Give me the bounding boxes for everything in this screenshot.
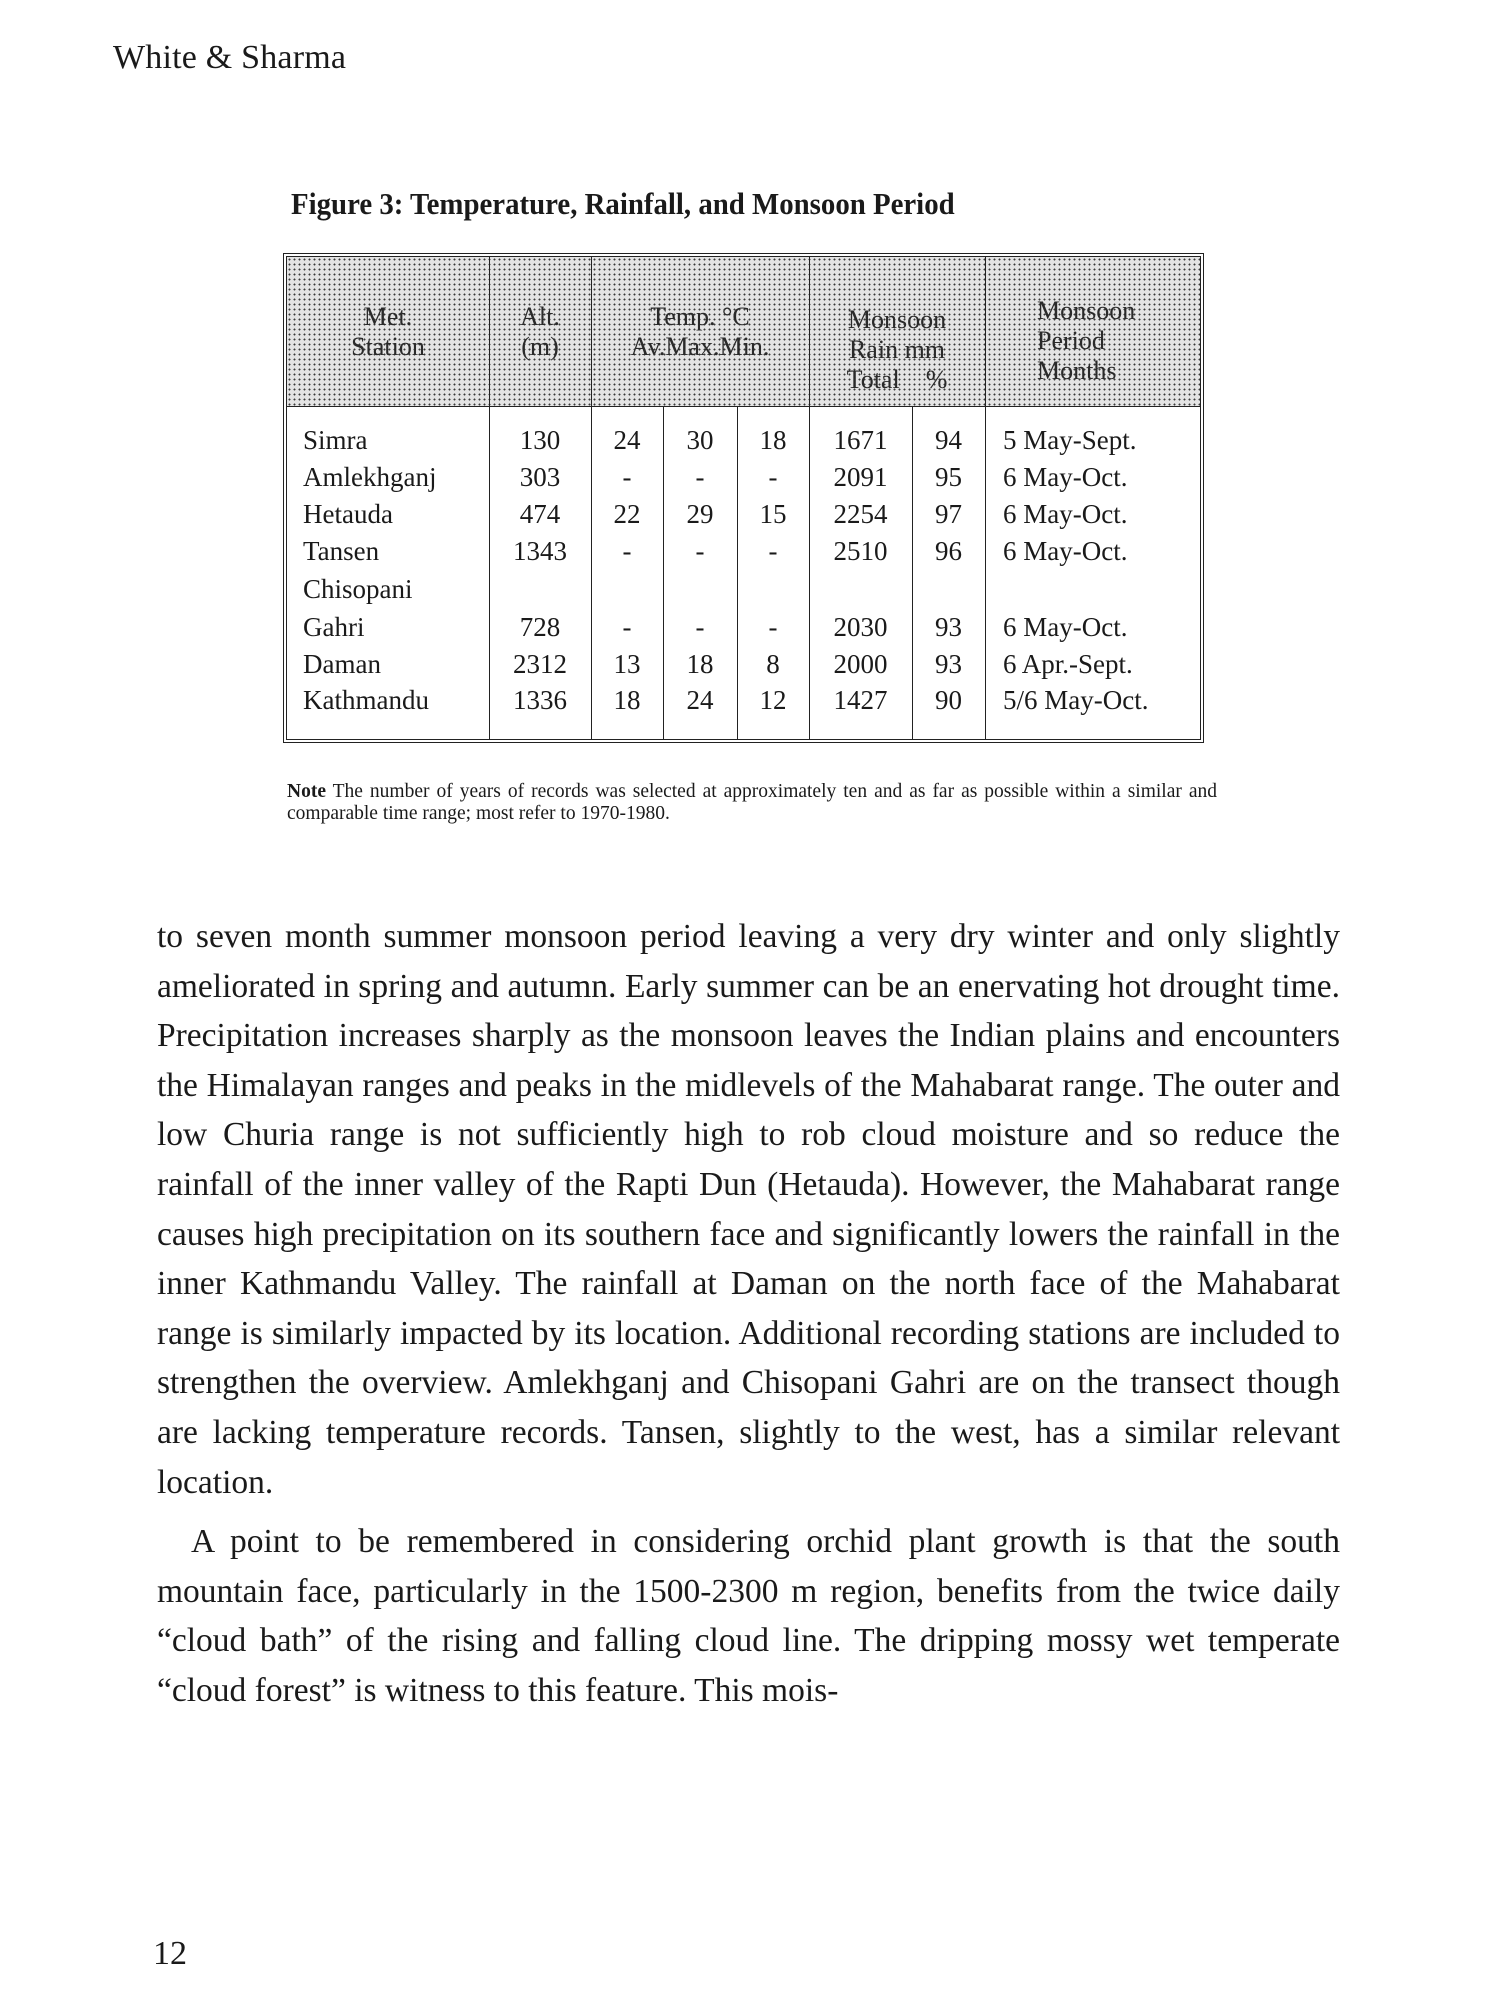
paragraph: A point to be remembered in considering orchid plant growth is that the south mountain face, particularly in the 1500-2300 m region, benefits from the twice daily “cloud bath” of the rising and falling cloud line. The dripping mossy wet temperate “cloud forest” is witness to this feature. This mois- xyxy=(157,1523,1340,1709)
table-note xyxy=(287,781,1217,825)
cell-min: 18 xyxy=(759,425,787,455)
page-number: 12 xyxy=(153,1935,187,1972)
cell-period: 6 May-Oct. xyxy=(1003,612,1128,642)
cell-max xyxy=(663,571,737,608)
header-rain xyxy=(809,257,985,424)
cell-total: 2091 xyxy=(833,462,888,492)
header-line: Monsoon xyxy=(847,304,947,334)
cell-av: 13 xyxy=(613,649,641,679)
cell-min: 12 xyxy=(759,685,787,715)
cell-total: 1427 xyxy=(833,685,888,715)
cell-total: 1671 xyxy=(833,425,888,455)
data-table xyxy=(283,253,1204,743)
note-text: The number of years of records was selected at approximately ten and as far as possible within a similar and comparable time range; most refer to 1970-1980. xyxy=(287,781,1217,824)
cell-av: 22 xyxy=(613,499,641,529)
cell-max: 24 xyxy=(686,685,714,715)
cell-min: 8 xyxy=(766,649,780,679)
cell-station: Chisopani xyxy=(303,574,413,604)
cell-min: - xyxy=(768,462,778,492)
cell-alt: 474 xyxy=(519,499,561,529)
cell-max: - xyxy=(695,612,705,642)
table-row xyxy=(287,609,1200,646)
cell-pct: 94 xyxy=(935,425,962,455)
table-row xyxy=(287,646,1200,683)
cell-period: 6 May-Oct. xyxy=(1003,462,1128,492)
cell-period: 6 Apr.-Sept. xyxy=(1003,649,1133,679)
cell-station: Gahri xyxy=(303,612,365,642)
cell-max: 18 xyxy=(686,649,714,679)
header-line: Av.Max.Min. xyxy=(630,331,770,361)
cell-period: 6 May-Oct. xyxy=(1003,536,1128,566)
header-line: Temp. °C xyxy=(650,301,750,331)
cell-min: - xyxy=(768,612,778,642)
paragraph: to seven month summer monsoon period leaving a very dry winter and only slightly ameliorated in spring and autumn. Early summer can be an enervating hot drought time. Precipitation increases sharply as the monsoon leaves the Indian plains and encounters the Himalayan ranges and peaks in the midlevels of the Mahabarat range. The outer and low Churia range is not sufficiently high to rob cloud moisture and so reduce the rainfall of the inner valley of the Rapti Dun (Hetauda). However, the Mahabarat range causes high precipitation on its southern face and significantly lowers the rainfall in the inner Kathmandu Valley. The rainfall at Daman on the north face of the Mahabarat range is similarly impacted by its location. Additional recording stations are included to strengthen the overview. Amlekhganj and Chisopani Gahri are on the transect though are lacking temperature records. Tansen, slightly to the west, has a similar relevant location. xyxy=(157,918,1340,1501)
table-row xyxy=(287,571,1200,608)
cell-alt: 2312 xyxy=(513,649,567,679)
cell-pct: 93 xyxy=(935,649,962,679)
header-alt xyxy=(489,257,591,406)
cell-max: - xyxy=(695,536,705,566)
table-row xyxy=(287,422,1200,459)
cell-av: 18 xyxy=(613,685,641,715)
cell-av: - xyxy=(622,462,632,492)
cell-max: 29 xyxy=(686,499,714,529)
header-station xyxy=(287,257,489,406)
cell-av xyxy=(591,571,663,608)
body-text xyxy=(157,912,1340,1716)
cell-alt: 728 xyxy=(519,612,561,642)
header-temp xyxy=(591,257,809,406)
cell-total: 2510 xyxy=(833,536,888,566)
cell-pct: 95 xyxy=(935,462,962,492)
header-period xyxy=(985,257,1200,406)
cell-period: 5/6 May-Oct. xyxy=(1003,685,1149,715)
table-row xyxy=(287,459,1200,496)
cell-station: Daman xyxy=(303,649,381,679)
running-head: White & Sharma xyxy=(113,39,347,76)
cell-alt: 1343 xyxy=(513,536,567,566)
cell-pct: 90 xyxy=(935,685,962,715)
header-line: Total % xyxy=(846,364,948,394)
table-row xyxy=(287,682,1200,719)
cell-pct: 93 xyxy=(935,612,962,642)
header-line: Rain mm xyxy=(848,334,946,364)
figure-title: Figure 3: Temperature, Rainfall, and Monsoon Period xyxy=(291,186,955,221)
cell-min xyxy=(737,571,809,608)
header-line: Station xyxy=(351,331,425,361)
cell-alt xyxy=(489,571,591,608)
cell-period xyxy=(1003,571,1198,608)
cell-av: 24 xyxy=(613,425,641,455)
table-row xyxy=(287,533,1200,570)
cell-period: 6 May-Oct. xyxy=(1003,499,1128,529)
cell-station: Simra xyxy=(303,425,368,455)
cell-alt: 303 xyxy=(519,462,561,492)
header-line: Monsoon xyxy=(1037,295,1136,325)
cell-station: Amlekhganj xyxy=(303,462,437,492)
cell-alt: 130 xyxy=(519,425,561,455)
header-line: Alt. xyxy=(520,301,560,331)
cell-period: 5 May-Sept. xyxy=(1003,425,1137,455)
cell-total xyxy=(809,571,912,608)
cell-max: - xyxy=(695,462,705,492)
note-label: Note xyxy=(287,781,326,802)
cell-station: Kathmandu xyxy=(303,685,429,715)
cell-pct xyxy=(912,571,985,608)
cell-alt: 1336 xyxy=(513,685,567,715)
cell-total: 2254 xyxy=(833,499,888,529)
header-line: Months xyxy=(1037,355,1117,385)
header-line: (m) xyxy=(521,331,559,361)
cell-pct: 96 xyxy=(935,536,962,566)
cell-total: 2030 xyxy=(833,612,888,642)
cell-max: 30 xyxy=(686,425,714,455)
cell-total: 2000 xyxy=(833,649,888,679)
cell-pct: 97 xyxy=(935,499,962,529)
cell-station: Hetauda xyxy=(303,499,393,529)
cell-station: Tansen xyxy=(303,536,380,566)
cell-av: - xyxy=(622,612,632,642)
table-row xyxy=(287,496,1200,533)
header-line: Period xyxy=(1037,325,1105,355)
cell-av: - xyxy=(622,536,632,566)
cell-min: 15 xyxy=(759,499,787,529)
cell-min: - xyxy=(768,536,778,566)
header-line: Met. xyxy=(363,301,413,331)
